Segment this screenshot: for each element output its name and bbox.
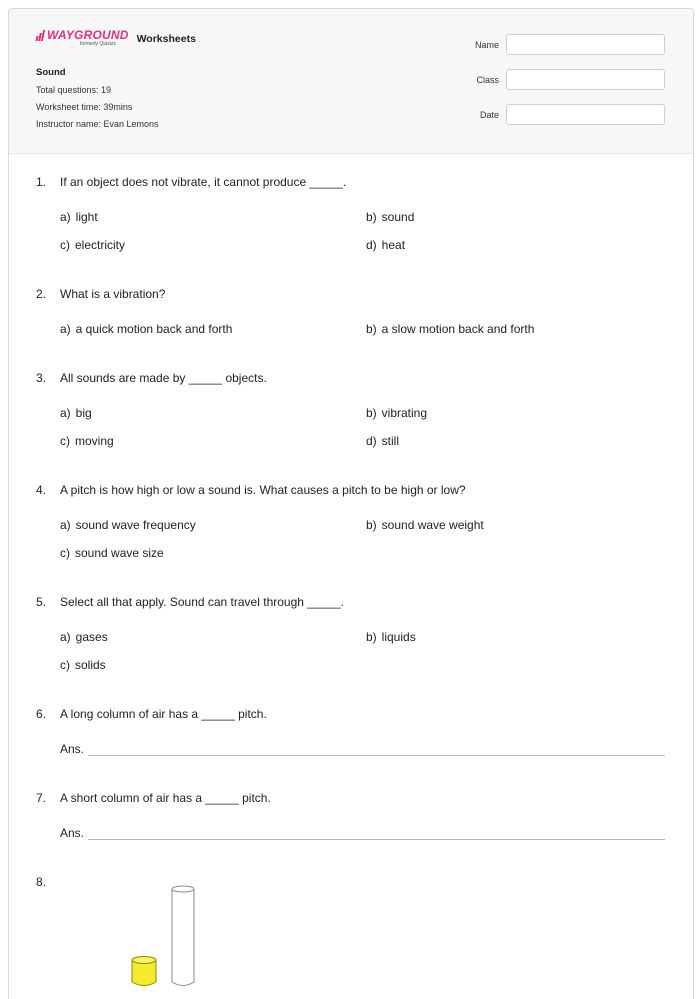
option-a[interactable]: a) a quick motion back and forth (60, 322, 233, 336)
class-field[interactable] (506, 69, 665, 90)
date-field-row (475, 104, 665, 125)
logo-text: WAYGROUND (47, 28, 129, 42)
app-title: Worksheets (136, 33, 196, 45)
option-c[interactable]: c) electricity (60, 238, 126, 252)
instructor-name: Instructor name: Evan Lemons (36, 119, 159, 129)
option-c[interactable]: c) solids (60, 658, 106, 672)
class-label: Class (476, 74, 499, 85)
option-b[interactable]: b) vibrating (366, 406, 428, 420)
total-questions: Total questions: 19 (36, 85, 112, 95)
question-text: A short column of air has a _____ pitch. (60, 791, 271, 805)
option-d[interactable]: d) still (366, 434, 400, 448)
answer-label: Ans. (60, 742, 85, 756)
worksheet-header (9, 9, 693, 154)
answer-label: Ans. (60, 826, 85, 840)
option-c[interactable]: c) moving (60, 434, 114, 448)
question-text: Select all that apply. Sound can travel through _____. (60, 595, 344, 609)
option-b[interactable]: b) a slow motion back and forth (366, 322, 535, 336)
option-d[interactable]: d) heat (366, 238, 406, 252)
option-a[interactable]: a) sound wave frequency (60, 518, 196, 532)
question-number: 7. (36, 791, 47, 805)
question-text: A pitch is how high or low a sound is. What causes a pitch to be high or low? (60, 483, 466, 497)
logo-subtitle: formerly Quizizz (80, 41, 116, 47)
question-number: 8. (36, 875, 47, 889)
worksheet-time: Worksheet time: 39mins (36, 102, 133, 112)
name-label: Name (474, 39, 499, 50)
question-text: All sounds are made by _____ objects. (60, 371, 267, 385)
sheet-title: Sound (36, 67, 66, 78)
question-number: 5. (36, 595, 47, 609)
question-number: 6. (36, 707, 47, 721)
question-text: What is a vibration? (60, 287, 166, 301)
option-a[interactable]: a) big (60, 406, 92, 420)
option-b[interactable]: b) sound wave weight (366, 518, 484, 532)
question-text: A long column of air has a _____ pitch. (60, 707, 267, 721)
tubes-image (120, 876, 200, 990)
class-field-row (475, 69, 665, 90)
option-b[interactable]: b) liquids (366, 630, 416, 644)
student-fields (475, 34, 665, 139)
name-field[interactable] (506, 34, 665, 55)
answer-line[interactable] (88, 839, 665, 840)
logo-mark-icon (36, 30, 44, 41)
logo (36, 29, 196, 47)
date-field[interactable] (506, 104, 665, 125)
question-number: 1. (36, 175, 47, 189)
question-number: 3. (36, 371, 47, 385)
worksheet-page (8, 8, 694, 999)
option-c[interactable]: c) sound wave size (60, 546, 164, 560)
short-tube (132, 957, 156, 986)
option-a[interactable]: a) light (60, 210, 98, 224)
option-a[interactable]: a) gases (60, 630, 108, 644)
worksheet-meta (36, 67, 159, 136)
name-field-row (475, 34, 665, 55)
date-label: Date (479, 109, 499, 120)
tall-tube (172, 886, 194, 986)
option-b[interactable]: b) sound (366, 210, 415, 224)
question-number: 4. (36, 483, 47, 497)
question-text: If an object does not vibrate, it cannot produce _____. (60, 175, 347, 189)
answer-line[interactable] (88, 755, 665, 756)
question-number: 2. (36, 287, 47, 301)
